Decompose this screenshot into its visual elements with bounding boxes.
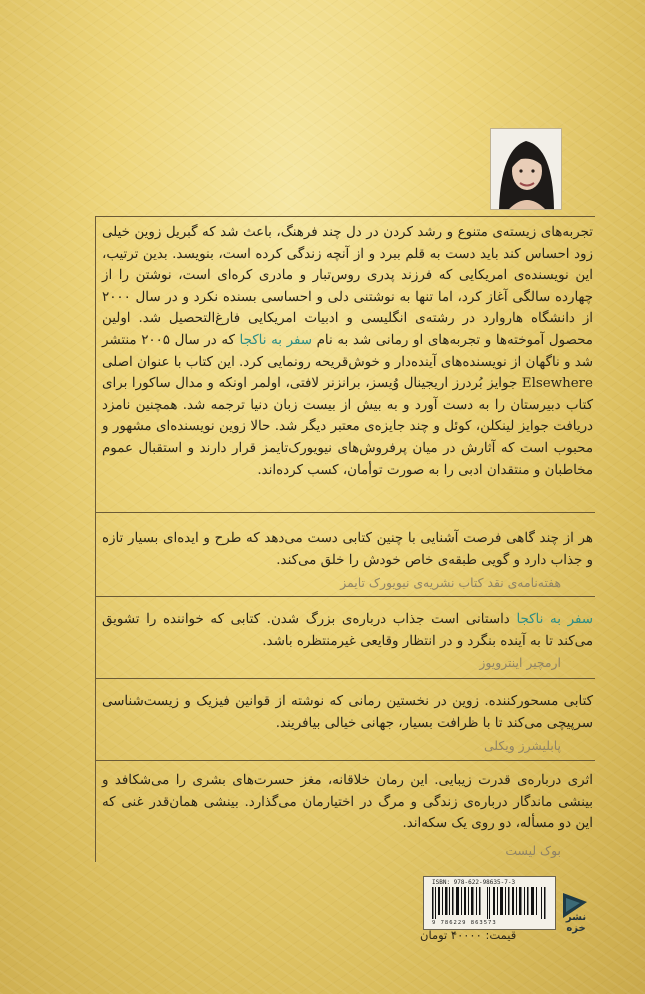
divider-4 [95, 760, 595, 761]
barcode-digits: 9 786229 863573 [432, 920, 497, 926]
review-1 [102, 528, 593, 571]
review-3-source: پابلیشرز ویکلی [483, 738, 561, 753]
barcode [423, 876, 556, 930]
barcode-bars [432, 887, 547, 919]
review-1-source: هفته‌نامه‌ی نقد کتاب نشریه‌ی نیویورک تایمز [340, 575, 561, 590]
bio-lead: تجربه‌های زیسته‌ی متنوع و رشد کردن در دل چند فرهنگ، باعث شد که گبریل زوین خیلی زود احساس کند باید دست به قلم ببرد و از آنچه زندگی کرده است، بنویسد. بدین ترتیب، این نویسنده‌ی امریکایی که فرزند پدری روس‌تبار و مادری کره‌ای است، نوشتن را از چهارده سالگی آغاز کرد، اما تنها به نوشتنی دلی و احساسی بسنده نکرد و در سال ۲۰۰۰ از دانشگاه هاروارد در رشته‌ی انگلیسی و ادبیات امریکایی فارغ‌التحصیل شد. اولین محصول آموخته‌ها و تجربه‌های او رمانی شد به نام [102, 225, 593, 348]
review-2-title-ref: سفر به ناکجا [516, 612, 593, 627]
divider-1 [95, 512, 595, 513]
review-4-source: بوک لیست [505, 843, 561, 858]
author-portrait-icon [491, 129, 561, 209]
review-1-quote: هر از چند گاهی فرصت آشنایی با چنین کتابی دست می‌دهد که طرح و ایده‌ای بسیار تازه و جذاب دارد و گویی طبقه‌ی خاص خودش را خلق می‌کند. [102, 531, 593, 568]
frame-top-rule [95, 216, 595, 217]
review-4 [102, 770, 593, 835]
author-bio [102, 222, 593, 481]
bio-rest: که در سال ۲۰۰۵ منتشر شد و ناگهان از نویسنده‌های آینده‌دار و خوش‌قریحه رونمایی کرد. این کتاب با عنوان اصلی Elsewhere جوایز بُردرز اریجینال وُیسز، برانزنر لافتی، اولمر اونکه و مدال ساکورا برای کتاب دبیرستان را به دست آورد و به بیش از بیست زبان دنیا ترجمه شد. همچنین نامزد دریافت جوایز لینکلن، کوئل و چند جایزه‌ی معتبر دیگر شد. حالا زوین نویسنده‌ای مشهور و محبوب است که آثارش در میان پرفروش‌های نیویورک‌تایمز قرار دارند و استقبال عموم مخاطبان و منتقدان ادبی را به صورت توأمان، کسب کرده‌اند. [102, 332, 593, 478]
review-2-quote: داستانی است جذاب درباره‌ی بزرگ شدن. کتابی که خواننده را تشویق می‌کند تا به آینده بنگرد و در انتظار وقایعی غیرمنتظره باشد. [102, 612, 593, 649]
publisher-name: نشر خزه [565, 912, 587, 934]
author-photo [490, 128, 562, 210]
review-2 [102, 609, 593, 652]
bio-book-title: سفر به ناکجا [239, 332, 312, 348]
review-2-source: ارمچیر اینترویوز [479, 655, 561, 670]
isbn-line: ISBN: 978-622-98635-7-3 [432, 879, 516, 886]
divider-2 [95, 596, 595, 597]
review-3-quote: کتابی مسحورکننده. زوین در نخستین رمانی که نوشته از قوانین فیزیک و زیست‌شناسی سرپیچی می‌کند تا با ظرافت بسیار، جهانی خیالی بیافریند. [102, 694, 593, 731]
divider-3 [95, 678, 595, 679]
review-3 [102, 691, 593, 734]
frame-left-rule [95, 216, 96, 862]
price: قیمت: ۴۰۰۰۰ تومان [420, 928, 517, 942]
review-4-quote: اثری درباره‌ی قدرت زیبایی. این رمان خلاقانه، مغز حسرت‌های بشری را می‌شکافد و بینشی ماندگار درباره‌ی زندگی و مرگ در اختیارمان می‌گذارد. بینشی همان‌قدر غنی که این دو مسأله، دو روی یک سکه‌اند. [102, 773, 593, 832]
